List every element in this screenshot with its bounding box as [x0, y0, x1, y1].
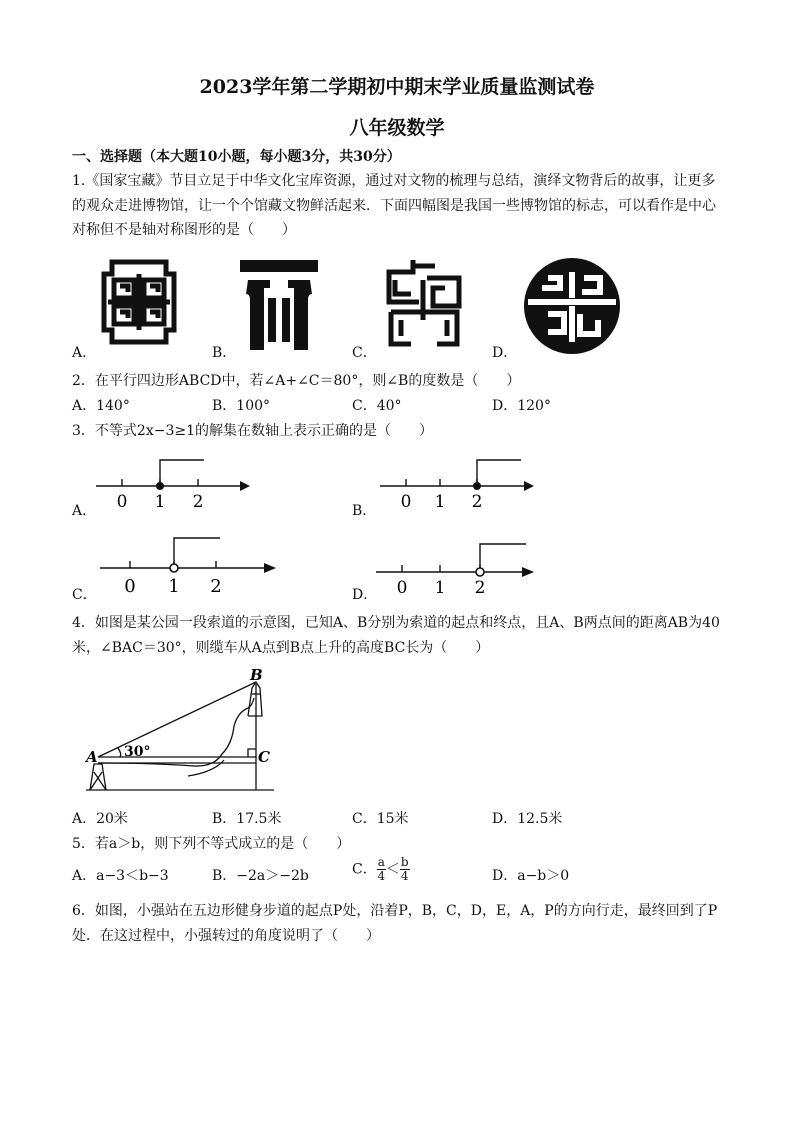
q2-option-d: D．120° [492, 398, 551, 414]
tick-0: 0 [124, 576, 136, 596]
logo-d-figure [520, 258, 624, 354]
less-than-sign: ＜ [385, 861, 400, 878]
q5-option-b: B．−2a＞−2b [212, 868, 309, 884]
q4-option-d: D．12.5米 [492, 811, 563, 827]
number-line-c [98, 532, 280, 596]
cableway-figure [84, 668, 284, 796]
tick-1: 1 [434, 492, 446, 510]
q2-option-c: C．40° [352, 398, 402, 414]
label-c: C [258, 748, 270, 766]
number-line-d [374, 540, 538, 596]
tick-1: 1 [154, 492, 166, 510]
q4-option-b: B．17.5米 [212, 811, 282, 827]
q5-option-c [352, 856, 410, 883]
q1-line3: 对称但不是轴对称图形的是（ ） [72, 222, 296, 238]
q2-option-b: B．100° [212, 398, 271, 414]
tick-2: 2 [210, 576, 222, 596]
q1-line2: 的观众走进博物馆，让一个个馆藏文物鲜活起来．下面四幅图是我国一些博物馆的标志，可以看作是中心 [72, 198, 716, 214]
q6-line2: 处．在这过程中，小强转过的角度说明了（ ） [72, 928, 380, 944]
q5-option-d: D．a−b＞0 [492, 868, 570, 884]
q4-line2: 米，∠BAC＝30°，则缆车从A点到B点上升的高度BC长为（ ） [72, 640, 490, 656]
logo-b-figure [238, 258, 320, 352]
section-heading: 一、选择题（本大题10小题，每小题3分，共30分） [72, 149, 401, 165]
q1-option-c: C． [352, 345, 377, 361]
frac-den-a: 4 [377, 869, 386, 883]
q4-line1: 4．如图是某公园一段索道的示意图，已知A、B分别为索道的起点和终点，且A、B两点间的距离AB为40 [72, 615, 720, 631]
label-a: A [86, 748, 98, 766]
q4-option-c: C．15米 [352, 811, 409, 827]
q1-option-a: A． [72, 345, 97, 361]
q3-option-d: D． [352, 587, 378, 603]
tick-2: 2 [192, 492, 204, 510]
q1-line1: 1.《国家宝藏》节目立足于中华文化宝库资源，通过对文物的梳理与总结，演绎文物背后的故事，让更多 [72, 173, 716, 189]
tick-1: 1 [168, 576, 180, 596]
tick-0: 0 [400, 492, 412, 510]
tick-1: 1 [434, 578, 446, 596]
frac-den-b: 4 [400, 869, 409, 883]
number-line-a [94, 452, 254, 510]
exam-subtitle: 八年级数学 [349, 117, 445, 139]
q3-option-a: A． [72, 503, 97, 519]
exam-title: 2023学年第二学期初中期末学业质量监测试卷 [199, 76, 595, 98]
tick-0: 0 [396, 578, 408, 596]
tick-0: 0 [116, 492, 128, 510]
frac-a-over-4 [377, 856, 386, 883]
tick-2: 2 [474, 578, 486, 596]
frac-num-b: b [400, 855, 409, 869]
q5-option-c-letter: C． [352, 861, 377, 878]
angle-label: 30° [124, 744, 151, 760]
number-line-b [378, 452, 538, 510]
q3-option-b: B． [352, 503, 377, 519]
tick-2: 2 [471, 492, 483, 510]
q5-option-a: A．a−3＜b−3 [72, 868, 169, 884]
q2-option-a: A．140° [72, 398, 130, 414]
q1-option-b: B． [212, 345, 237, 361]
frac-b-over-4 [400, 856, 410, 883]
q2-stem: 2．在平行四边形ABCD中，若∠A+∠C＝80°，则∠B的度数是（ ） [72, 373, 521, 389]
q1-option-d: D． [492, 345, 518, 361]
q6-line1: 6．如图，小强站在五边形健身步道的起点P处，沿着P，B，C，D，E，A，P的方向行走，最终回到了P [72, 903, 718, 919]
q3-option-c: C． [72, 587, 97, 603]
logo-a-figure [98, 256, 180, 348]
q3-stem: 3．不等式2x−3≥1的解集在数轴上表示正确的是（ ） [72, 423, 433, 439]
logo-c-figure [383, 258, 465, 348]
q4-option-a: A．20米 [72, 811, 128, 827]
frac-num-a: a [377, 855, 385, 869]
q5-stem: 5．若a＞b，则下列不等式成立的是（ ） [72, 836, 351, 852]
label-b: B [250, 668, 263, 684]
